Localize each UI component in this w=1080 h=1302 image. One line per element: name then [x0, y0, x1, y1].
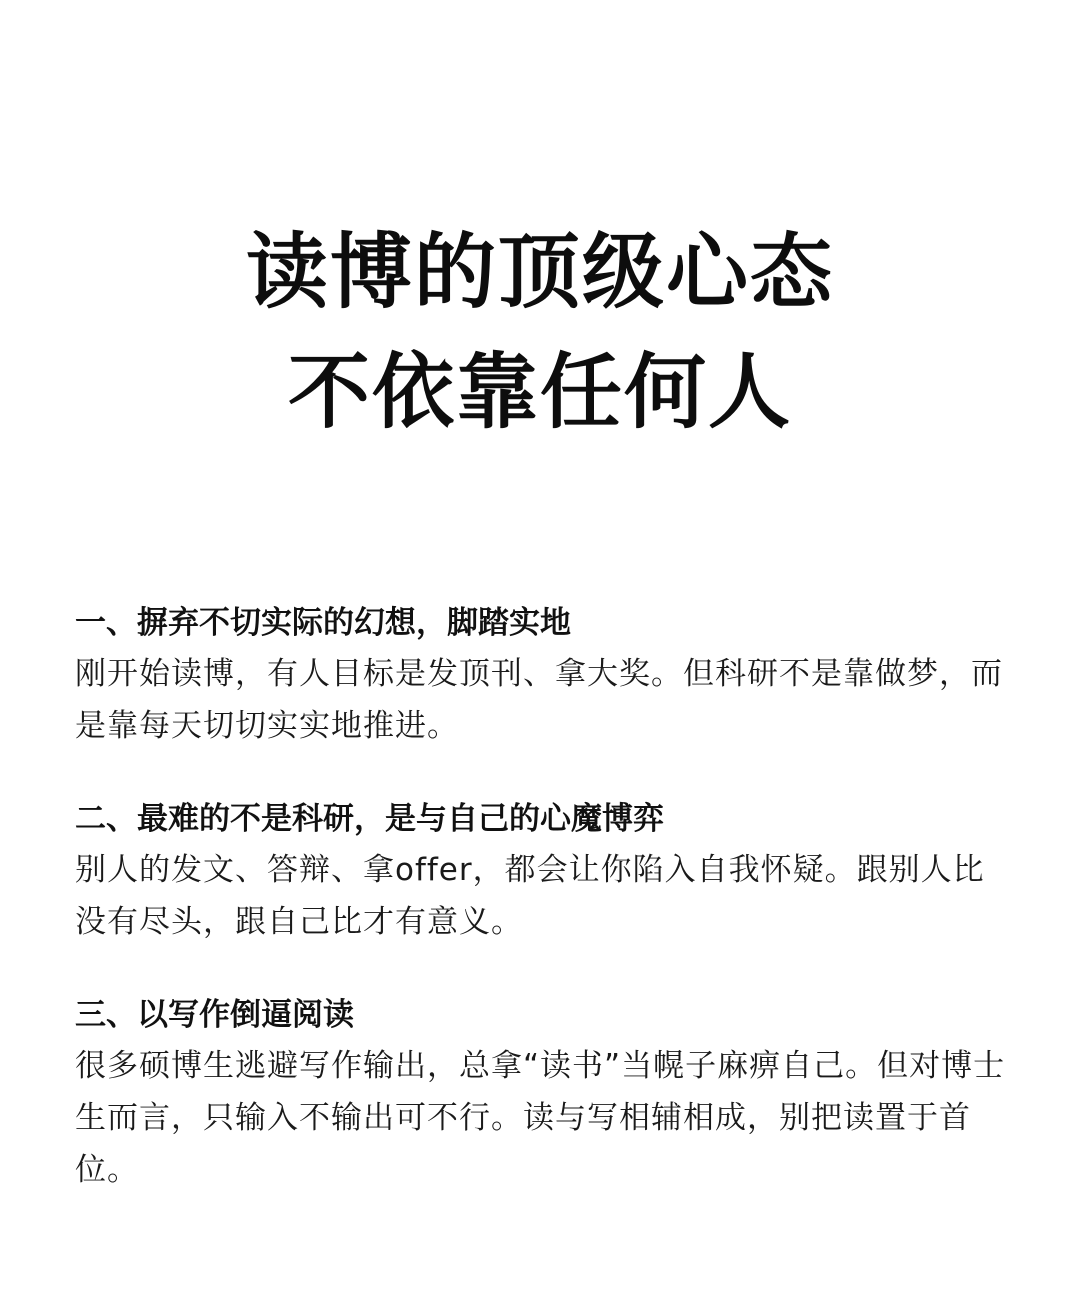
section-body: 别人的发文、答辩、拿offer，都会让你陷入自我怀疑。跟别人比没有尽头，跟自己比才有意义。: [75, 852, 985, 940]
section-heading: 三、以写作倒逼阅读: [75, 997, 354, 1033]
section-1: [75, 598, 1015, 752]
page-title: [0, 212, 1080, 452]
article-content: [75, 598, 1015, 1238]
section-body: 很多硕博生逃避写作输出，总拿“读书”当幌子麻痹自己。但对博士生而言，只输入不输出可不行。读与写相辅相成，别把读置于首位。: [75, 1048, 1006, 1188]
section-heading: 一、摒弃不切实际的幻想，脚踏实地: [75, 605, 571, 641]
title-line-2: 不依靠任何人: [287, 344, 792, 440]
section-2: [75, 794, 1015, 948]
section-3: [75, 990, 1015, 1196]
section-heading: 二、最难的不是科研，是与自己的心魔博弈: [75, 801, 664, 837]
title-line-1: 读博的顶级心态: [245, 224, 834, 320]
section-body: 刚开始读博，有人目标是发顶刊、拿大奖。但科研不是靠做梦，而是靠每天切切实实地推进。: [75, 656, 1003, 744]
